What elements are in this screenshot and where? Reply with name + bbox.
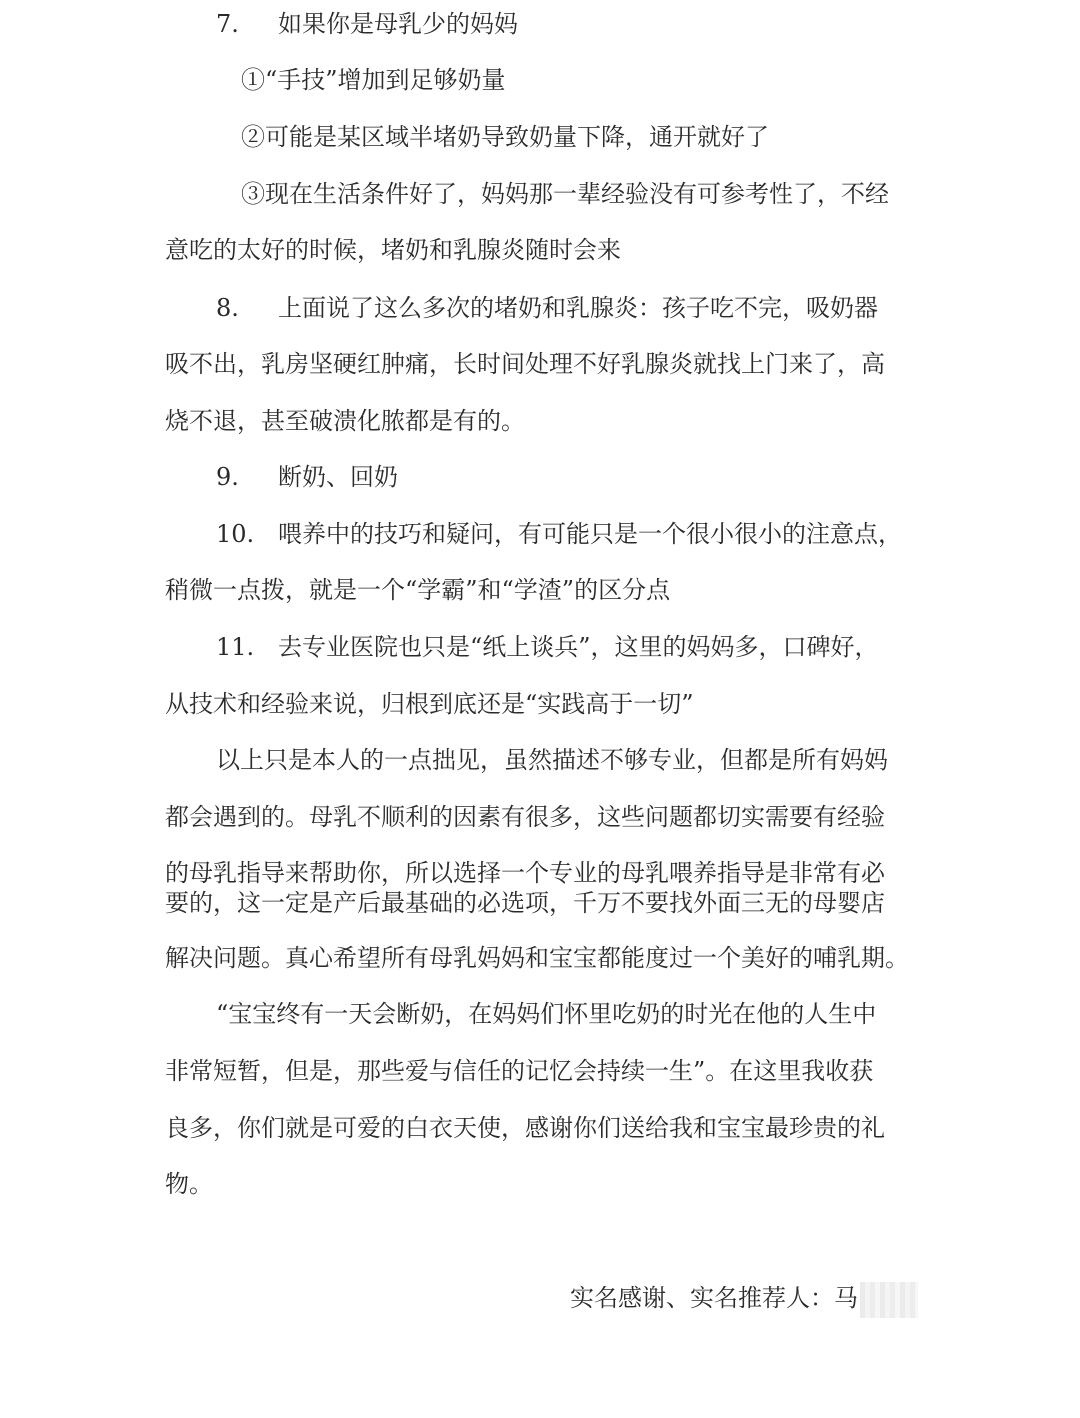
item-text: 如果你是母乳少的妈妈 — [278, 10, 518, 38]
item-text: 断奶、回奶 — [278, 463, 398, 491]
item-text: ②可能是某区域半堵奶导致奶量下降，通开就好了 — [241, 123, 769, 151]
paragraph-text: 以上只是本人的一点拙见，虽然描述不够专业，但都是所有妈妈 — [216, 746, 888, 774]
item-number: 11. — [216, 633, 255, 661]
item-text: 稍微一点拨，就是一个“学霸”和“学渣”的区分点 — [165, 576, 671, 604]
quote-text: 非常短暂，但是，那些爱与信任的记忆会持续一生”。在这里我收获 — [165, 1057, 874, 1085]
quote-text: “宝宝终有一天会断奶，在妈妈们怀里吃奶的时光在他的人生中 — [216, 1000, 877, 1028]
item-text: 吸不出，乳房坚硬红肿痛，长时间处理不好乳腺炎就找上门来了，高 — [165, 350, 885, 378]
item-text: 烧不退，甚至破溃化脓都是有的。 — [165, 407, 525, 435]
item-text: 意吃的太好的时候，堵奶和乳腺炎随时会来 — [165, 236, 621, 264]
redacted-name-blur — [860, 1282, 918, 1318]
signature-text: 实名感谢、实名推荐人：马 — [570, 1284, 858, 1312]
paragraph-text: 的母乳指导来帮助你，所以选择一个专业的母乳喂养指导是非常有必 — [165, 859, 885, 887]
item-text: 上面说了这么多次的堵奶和乳腺炎：孩子吃不完，吸奶器 — [278, 294, 878, 322]
item-text: ③现在生活条件好了，妈妈那一辈经验没有可参考性了，不经 — [241, 180, 889, 208]
quote-text: 物。 — [165, 1170, 213, 1198]
signature — [570, 1281, 918, 1315]
item-text: 喂养中的技巧和疑问，有可能只是一个很小很小的注意点， — [278, 520, 902, 548]
quote-text: 良多，你们就是可爱的白衣天使，感谢你们送给我和宝宝最珍贵的礼 — [165, 1114, 885, 1142]
paragraph-text: 都会遇到的。母乳不顺利的因素有很多，这些问题都切实需要有经验 — [165, 803, 885, 831]
item-number: 7. — [216, 10, 239, 38]
item-number: 10. — [216, 520, 255, 548]
item-number: 9. — [216, 463, 239, 491]
item-text: 从技术和经验来说，归根到底还是“实践高于一切” — [165, 690, 694, 718]
item-text: 去专业医院也只是“纸上谈兵”，这里的妈妈多，口碑好， — [278, 633, 879, 661]
item-text: ①“手技”增加到足够奶量 — [241, 66, 506, 94]
paragraph-text: 要的，这一定是产后最基础的必选项，千万不要找外面三无的母婴店 — [165, 889, 885, 917]
item-number: 8. — [216, 294, 239, 322]
paragraph-text: 解决问题。真心希望所有母乳妈妈和宝宝都能度过一个美好的哺乳期。 — [165, 944, 909, 972]
